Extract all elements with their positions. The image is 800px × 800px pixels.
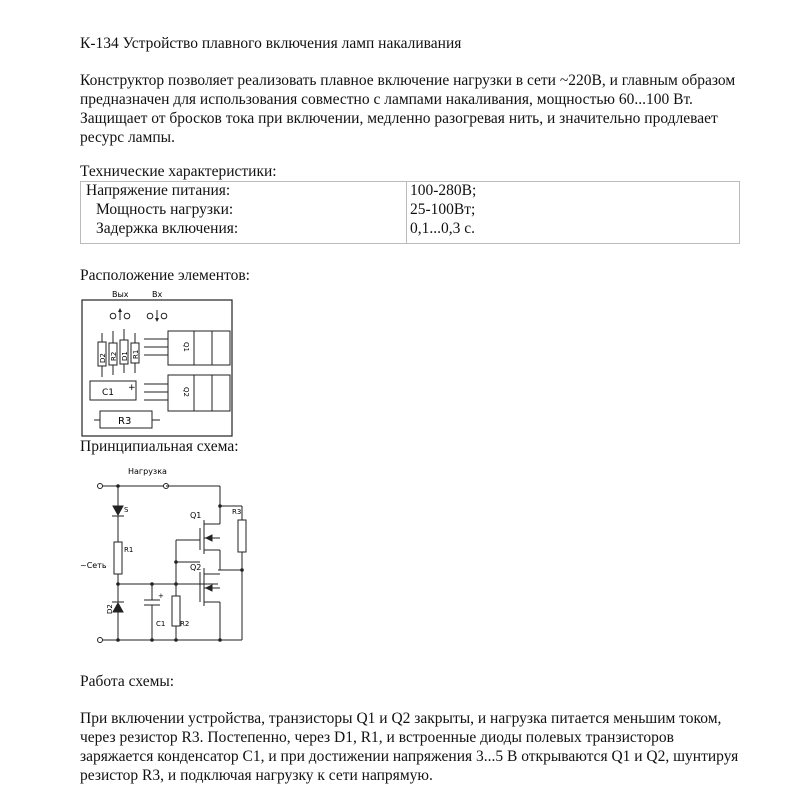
layout-heading: Расположение элементов:	[80, 267, 250, 284]
mains-label: ~Сеть	[80, 561, 107, 570]
svg-text:R3: R3	[232, 508, 242, 516]
svg-text:+: +	[128, 383, 136, 393]
spec-label: Мощность нагрузки:	[96, 201, 234, 218]
in-label: Вх	[152, 290, 163, 299]
svg-text:Q1: Q1	[190, 511, 202, 520]
svg-text:Q2: Q2	[182, 387, 190, 397]
svg-text:D1: D1	[121, 351, 129, 361]
spec-value: 100-280В;	[410, 182, 477, 199]
svg-text:C1: C1	[156, 620, 166, 628]
r3	[238, 520, 246, 552]
load-label: Нагрузка	[128, 467, 167, 476]
spec-row	[80, 181, 740, 200]
specs-table	[80, 181, 740, 238]
svg-text:R1: R1	[124, 546, 134, 554]
svg-text:Q2: Q2	[190, 563, 202, 572]
intro-paragraph: Конструктор позволяет реализовать плавное включение нагрузки в сети ~220В, и главным образом предназначен для использования совместно с лампами накаливания, мощностью 60...100 Вт. Защищает от бросков тока при включении, медленно разогревая нить, и значительно продлевает ресурс лампы.	[80, 72, 736, 146]
svg-text:R2: R2	[110, 351, 118, 361]
spec-value: 25-100Вт;	[410, 201, 476, 218]
operation-paragraph: При включении устройства, транзисторы Q1 и Q2 закрыты, и нагрузка питается меньшим током, через резистор R3. Постепенно, через D1, R1, и встроенные диоды полевых транзисторов заряжается конденсатор С1, и при достижении напряжения 3...5 В открываются Q1 и Q2, шунтируя резистор R3, и подключая нагрузку к сети напрямую.	[80, 710, 739, 784]
specs-heading: Технические характеристики:	[80, 163, 277, 180]
spec-value: 0,1...0,3 с.	[410, 220, 476, 237]
svg-text:D2: D2	[106, 604, 114, 614]
schematic-diagram	[80, 462, 270, 652]
r2	[172, 596, 180, 626]
document-title: К-134 Устройство плавного включения ламп накаливания	[80, 35, 462, 52]
schematic-heading: Принципиальная схема:	[80, 438, 239, 455]
svg-text:D2: D2	[99, 353, 107, 363]
svg-text:Q1: Q1	[182, 342, 190, 352]
spec-label: Задержка включения:	[96, 220, 239, 237]
svg-text:R1: R1	[132, 349, 140, 359]
pcb-layout-diagram	[80, 287, 240, 437]
spec-label: Напряжение питания:	[86, 182, 231, 199]
r1	[114, 542, 122, 574]
svg-text:R3: R3	[118, 416, 132, 427]
svg-text:C1: C1	[102, 388, 115, 398]
operation-heading: Работа схемы:	[80, 673, 175, 690]
svg-text:+: +	[158, 592, 164, 600]
svg-text:R2: R2	[180, 620, 190, 628]
spec-row	[80, 200, 740, 219]
out-label: Вых	[112, 290, 129, 299]
svg-text:S: S	[124, 506, 129, 514]
spec-row	[80, 219, 740, 238]
